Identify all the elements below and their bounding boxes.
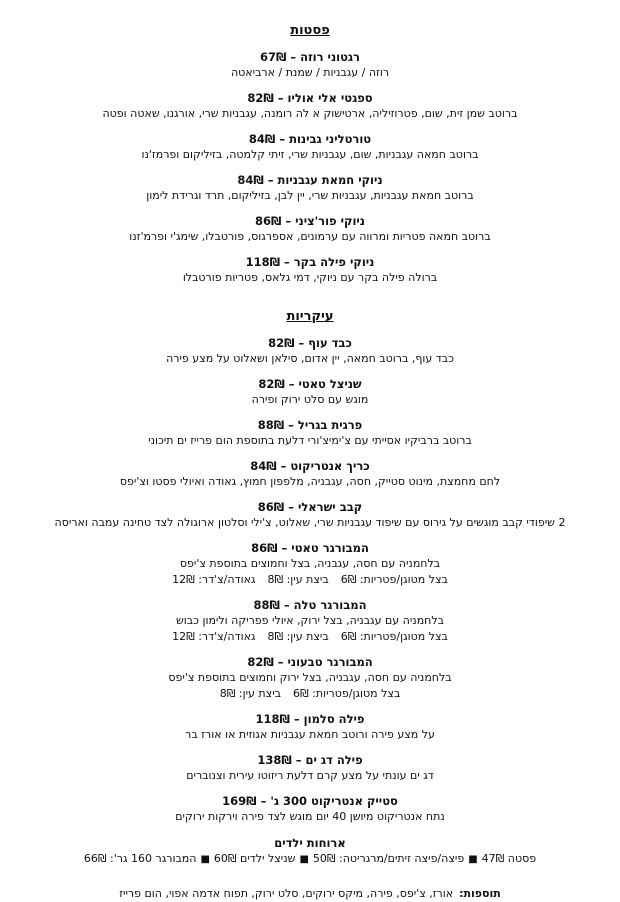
dish-addons	[0, 629, 620, 645]
kids-item: פיצה/פיצה זיתים/מרגריטה: 50₪	[312, 852, 465, 865]
dish-item	[0, 458, 620, 490]
dish-item	[0, 172, 620, 204]
dish-description: לחם מחמצת, מינוט סטייק, חסה, עגבניה, מלפפון חמוץ, גאודה ואיולי פסטו וצ'יפס	[119, 475, 501, 488]
dish-description: ברוטב חמאה עגבניות, שום, עגבניות שרי, זיתי קלמטה, בזיליקום ופרמז'נו	[141, 148, 479, 161]
kids-list	[0, 851, 620, 868]
dish-item	[0, 131, 620, 163]
section-title-kids: ארוחות ילדים	[274, 836, 346, 850]
dish-item	[0, 654, 620, 702]
section-title-mains: עיקריות	[286, 309, 334, 324]
addon-item: ביצת עין: 8₪	[267, 573, 329, 586]
dish-title: המבורגר טבעוני – 82₪	[247, 655, 373, 669]
dish-title: ספגטי אלי אוליו – 82₪	[247, 91, 373, 105]
dish-title: טורטליני גבינות – 84₪	[248, 132, 372, 146]
dish-description: בלחמניה עם עגבניה, בצל ירוק, איולי פפריקה ולימון כבוש	[176, 614, 444, 627]
dish-item	[0, 752, 620, 784]
dish-description: ברוטב שמן זית, שום, פטרוזיליה, ארטישוק א לה רומנה, עגבניות שרי, אורגנו, שאטה ופטה	[102, 107, 518, 120]
dish-title: ניוקי חמאת עגבניות – 84₪	[237, 173, 383, 187]
dish-description: ברוטב חמאת עגבניות, עגבניות שרי, יין לבן, בזיליקום, תרד וגרידת לימון	[146, 189, 474, 202]
dish-addons	[0, 686, 620, 702]
dish-addons	[0, 572, 620, 588]
dish-item	[0, 376, 620, 408]
dish-title: ניוקי פור'ציני – 86₪	[254, 214, 365, 228]
dish-title: רגטוני רוזה – 67₪	[260, 50, 360, 64]
dish-item	[0, 597, 620, 645]
dish-description: בלחמניה עם חסה, עגבניה, בצל ירוק וחמוצים בתוספת צ'יפס	[168, 671, 452, 684]
section-title-pasta: פסטות	[290, 23, 330, 38]
dish-title: כריך אנטריקוט – 84₪	[250, 459, 370, 473]
dish-item	[0, 540, 620, 588]
dish-title: פילה דג ים – 138₪	[257, 753, 363, 767]
dish-description: דג ים עונתי על מצע קרם דלעת ריזוטו עירית וצנוברים	[186, 769, 434, 782]
dish-description: מוגש עם סלט ירוק ופירה	[251, 393, 369, 406]
dish-description: ברוטב חמאה פטריות ומרווה עם ערמונים, אספרגוס, פורטבלו, שימג'י ופרמ'זנו	[129, 230, 491, 243]
extras-label: תוספות:	[459, 887, 501, 900]
dish-description: ברולה פילה בקר עם ניוקי, דמי גלאס, פטריות פורטבלו	[182, 271, 438, 284]
dish-title: קבב ישראלי – 86₪	[257, 500, 363, 514]
dish-title: שניצל טאטי – 82₪	[258, 377, 362, 391]
dish-title: סטייק אנטריקוט 300 ג' – 169₪	[222, 794, 398, 808]
dish-description: 2 שיפודי קבב מוגשים על גירוס עם שיפוד עגבניות שרי, שאלוט, צ'ילי וסלטון ארוגולה לצד טחינה עמבה ואריסה	[54, 516, 566, 529]
dish-item	[0, 335, 620, 367]
addon-item: גאודה/צ'דר: 12₪	[172, 573, 256, 586]
addon-item: בצל מטוגן/פטריות: 6₪	[293, 687, 401, 700]
addon-item: ביצת עין: 8₪	[267, 630, 329, 643]
dish-item	[0, 499, 620, 531]
dish-item	[0, 417, 620, 449]
bullet-separator-icon: ■	[468, 854, 478, 865]
extras-text: אורז, צ'יפס, פירה, מיקס ירוקים, סלט ירוק, תפוח אדמה אפוי, הום פרייז	[119, 887, 454, 900]
dish-title: המבורגר טאטי – 86₪	[251, 541, 369, 555]
addon-item: בצל מטוגן/פטריות: 6₪	[340, 573, 448, 586]
addon-item: גאודה/צ'דר: 12₪	[172, 630, 256, 643]
dish-description: נתח אנטריקוט מיושן 40 יום מוגש לצד פירה וירקות ירוקים	[175, 810, 445, 823]
dish-description: על מצע פירה ורוטב חמאת עגבניות אגוזית או אורז בר	[185, 728, 435, 741]
dish-item	[0, 254, 620, 286]
bullet-separator-icon: ■	[200, 854, 210, 865]
bullet-separator-icon: ■	[299, 854, 309, 865]
dish-description: ברוטב ברביקיו אסייתי עם צ'ימיצ'ורי דלעת בתוספת הום פרייז ים תיכוני	[148, 434, 472, 447]
pasta-list	[0, 49, 620, 286]
kids-item: שניצל ילדים 60₪	[213, 852, 296, 865]
addon-item: ביצת עין: 8₪	[219, 687, 282, 700]
dish-title: ניוקי פילה בקר – 118₪	[245, 255, 375, 269]
dish-description: רוזה / עגבניות / שמנת / ארביאטה	[230, 66, 390, 79]
dish-title: פילה סלמון – 118₪	[255, 712, 365, 726]
dish-item	[0, 793, 620, 825]
mains-list	[0, 335, 620, 825]
kids-item: פסטה 47₪	[481, 852, 537, 865]
dish-title: פרגית בגריל – 88₪	[257, 418, 363, 432]
dish-title: המבורגר טלה – 88₪	[253, 598, 367, 612]
dish-item	[0, 49, 620, 81]
addon-item: בצל מטוגן/פטריות: 6₪	[340, 630, 448, 643]
dish-description: בלחמניה עם חסה, עגבניה, בצל וחמוצים בתוספת צ'יפס	[179, 557, 441, 570]
dish-item	[0, 213, 620, 245]
dish-item	[0, 711, 620, 743]
dish-title: כבד עוף – 82₪	[268, 336, 352, 350]
kids-item: המבורגר 160 גר': 66₪	[83, 852, 197, 865]
dish-description: כבד עוף, ברוטב חמאה, יין אדום, סילאן ושאלוט על מצע פירה	[166, 352, 454, 365]
dish-item	[0, 90, 620, 122]
